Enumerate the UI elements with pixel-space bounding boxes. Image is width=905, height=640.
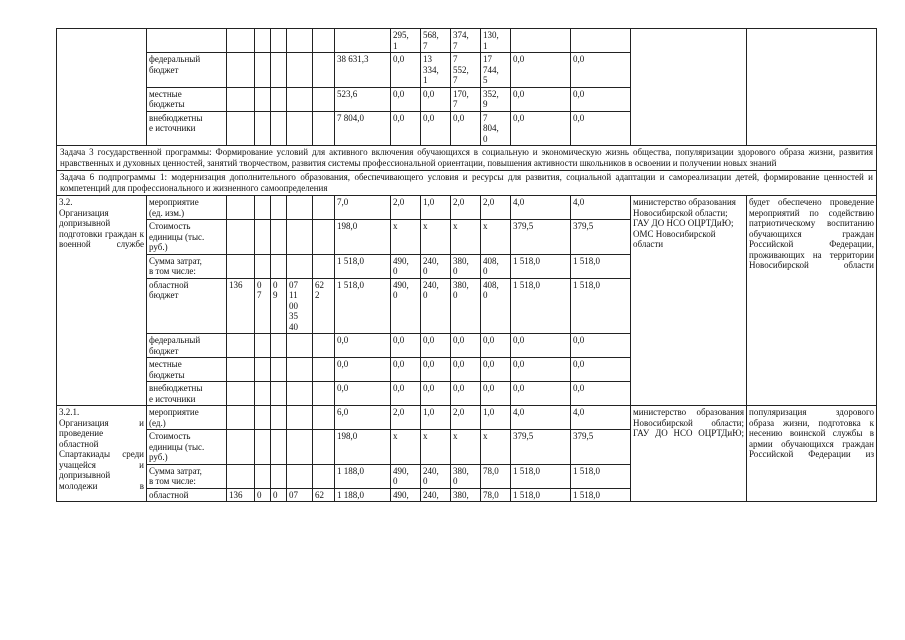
table-row: [57, 196, 877, 220]
table-cell: 523,6: [335, 87, 391, 111]
empty-cell: [287, 358, 313, 382]
empty-cell: [271, 254, 287, 278]
table-cell: x: [481, 430, 511, 465]
empty-cell: [747, 29, 877, 146]
table-cell: 379,5: [571, 220, 631, 255]
table-cell: местные бюджеты: [147, 87, 227, 111]
table-cell: 4,0: [511, 406, 571, 430]
table-cell: 62: [313, 488, 335, 502]
empty-cell: [287, 53, 313, 88]
table-cell: федеральный бюджет: [147, 53, 227, 88]
table-row: [57, 29, 877, 53]
table-cell: 7,0: [335, 196, 391, 220]
table-cell: x: [391, 430, 421, 465]
table-cell: 0,0: [571, 111, 631, 146]
task-6-text: Задача 6 подпрограммы 1: модернизация дополнительного образования, обеспечивающего условия и ресурсы для развития, социальной адаптации и самореализации детей, формирование ценностей и компетенций для профессионального и жизненного самоопределения: [57, 171, 877, 196]
table-cell: 0,0: [571, 87, 631, 111]
table-cell: 379,5: [511, 220, 571, 255]
table-cell: 1 518,0: [511, 278, 571, 334]
empty-cell: [287, 382, 313, 406]
table-cell: 0,0: [391, 382, 421, 406]
table-cell: 1 518,0: [571, 278, 631, 334]
table-cell: 240, 0: [421, 278, 451, 334]
table-cell: 0 9: [271, 278, 287, 334]
table-cell: мероприятие (ед.): [147, 406, 227, 430]
table-cell: федеральный бюджет: [147, 334, 227, 358]
empty-cell: [313, 358, 335, 382]
empty-cell: [227, 254, 255, 278]
table-cell: 0,0: [511, 111, 571, 146]
table-cell: мероприятие (ед. изм.): [147, 196, 227, 220]
table-cell: 07: [287, 488, 313, 502]
empty-cell: [313, 220, 335, 255]
empty-cell: [511, 29, 571, 53]
empty-cell: [255, 53, 271, 88]
empty-cell: [255, 196, 271, 220]
table-cell: 0,0: [421, 111, 451, 146]
table-cell: 1 518,0: [335, 278, 391, 334]
empty-cell: [227, 220, 255, 255]
empty-cell: [313, 53, 335, 88]
empty-cell: [255, 87, 271, 111]
item-3-2-1-name: 3.2.1. Организация и проведение областной Спартакиады среди учащейся и допризывной молодежи в: [57, 406, 147, 502]
table-cell: 1 518,0: [335, 254, 391, 278]
empty-cell: [287, 29, 313, 53]
table-cell: 490, 0: [391, 278, 421, 334]
empty-cell: [271, 53, 287, 88]
table-cell: Сумма затрат, в том числе:: [147, 464, 227, 488]
table-cell: 408, 0: [481, 278, 511, 334]
table-cell: 1 518,0: [511, 464, 571, 488]
table-cell: 352, 9: [481, 87, 511, 111]
table-cell: 17 744, 5: [481, 53, 511, 88]
table-cell: 198,0: [335, 430, 391, 465]
table-cell: 0,0: [391, 358, 421, 382]
table-cell: 0,0: [511, 53, 571, 88]
task-3-text: Задача 3 государственной программы: Формирование условий для активного включения обучающихся в социальную и экономическую жизнь общества, популяризации здорового образа жизни, развития нравственных и духовных ценностей, занятий творчеством, развития системы профессиональной ориентации, повышения активности школьников в освоении и получении новых знаний: [57, 146, 877, 171]
empty-cell: [227, 196, 255, 220]
table-cell: 78,0: [481, 488, 511, 502]
table-cell: внебюджетны е источники: [147, 382, 227, 406]
table-cell: 1 518,0: [571, 464, 631, 488]
table-cell: 136: [227, 488, 255, 502]
empty-cell: [271, 406, 287, 430]
table-cell: 380, 0: [451, 464, 481, 488]
program-table: [56, 28, 877, 502]
table-cell: 62 2: [313, 278, 335, 334]
table-cell: 0,0: [481, 334, 511, 358]
table-cell: Сумма затрат, в том числе:: [147, 254, 227, 278]
empty-cell: [571, 29, 631, 53]
table-cell: 0,0: [335, 382, 391, 406]
empty-cell: [227, 87, 255, 111]
table-cell: 0,0: [335, 358, 391, 382]
table-cell: 380,: [451, 488, 481, 502]
task-row: [57, 171, 877, 196]
empty-cell: [313, 430, 335, 465]
table-cell: 490,: [391, 488, 421, 502]
table-cell: областной бюджет: [147, 278, 227, 334]
table-cell: 0 7: [255, 278, 271, 334]
empty-cell: [255, 334, 271, 358]
table-cell: 0: [271, 488, 287, 502]
table-cell: областной: [147, 488, 227, 502]
table-cell: 1 518,0: [571, 254, 631, 278]
table-cell: Стоимость единицы (тыс. руб.): [147, 430, 227, 465]
empty-cell: [313, 464, 335, 488]
empty-cell: [255, 111, 271, 146]
document-page: [56, 28, 876, 502]
empty-cell: [313, 382, 335, 406]
table-cell: 78,0: [481, 464, 511, 488]
table-cell: 2,0: [451, 406, 481, 430]
table-cell: 379,5: [571, 430, 631, 465]
table-cell: 1 188,0: [335, 488, 391, 502]
table-cell: 490, 0: [391, 254, 421, 278]
table-cell: 240,: [421, 488, 451, 502]
table-cell: 1 188,0: [335, 464, 391, 488]
empty-cell: [255, 29, 271, 53]
empty-cell: [227, 334, 255, 358]
table-cell: 1,0: [421, 196, 451, 220]
table-cell: 2,0: [391, 196, 421, 220]
empty-cell: [255, 358, 271, 382]
empty-cell: [255, 382, 271, 406]
table-cell: Стоимость единицы (тыс. руб.): [147, 220, 227, 255]
empty-cell: [147, 29, 227, 53]
empty-cell: [271, 29, 287, 53]
table-cell: 380, 0: [451, 254, 481, 278]
empty-cell: [227, 53, 255, 88]
empty-cell: [287, 254, 313, 278]
table-cell: 0,0: [391, 87, 421, 111]
table-cell: внебюджетны е источники: [147, 111, 227, 146]
empty-cell: [271, 382, 287, 406]
table-cell: 0,0: [571, 334, 631, 358]
table-cell: 4,0: [571, 196, 631, 220]
empty-cell: [313, 87, 335, 111]
empty-cell: [227, 406, 255, 430]
table-cell: 38 631,3: [335, 53, 391, 88]
table-cell: 380, 0: [451, 278, 481, 334]
empty-cell: [227, 111, 255, 146]
empty-cell: [57, 29, 147, 146]
empty-cell: [227, 464, 255, 488]
table-cell: 13 334, 1: [421, 53, 451, 88]
empty-cell: [287, 334, 313, 358]
table-cell: 379,5: [511, 430, 571, 465]
empty-cell: [271, 464, 287, 488]
table-cell: 0,0: [571, 382, 631, 406]
table-cell: 2,0: [391, 406, 421, 430]
empty-cell: [227, 430, 255, 465]
table-cell: 1 518,0: [571, 488, 631, 502]
table-cell: 0,0: [511, 334, 571, 358]
table-cell: x: [451, 430, 481, 465]
table-cell: 0,0: [391, 111, 421, 146]
empty-cell: [287, 430, 313, 465]
table-cell: 0,0: [421, 382, 451, 406]
empty-cell: [631, 29, 747, 146]
table-cell: 2,0: [451, 196, 481, 220]
empty-cell: [313, 111, 335, 146]
item-3-2-1-result: популяризация здорового образа жизни, подготовка к несению воинской службы в армии обучающихся граждан Российской Федерации из: [747, 406, 877, 502]
empty-cell: [255, 254, 271, 278]
table-cell: 490, 0: [391, 464, 421, 488]
table-cell: 2,0: [481, 196, 511, 220]
table-cell: 07 11 00 35 40: [287, 278, 313, 334]
item-3-2-executor: министерство образования Новосибирской области; ГАУ ДО НСО ОЦРТДиЮ; ОМС Новосибирской области: [631, 196, 747, 406]
table-cell: 295, 1: [391, 29, 421, 53]
empty-cell: [335, 29, 391, 53]
table-cell: 0,0: [421, 87, 451, 111]
item-3-2-result: будет обеспечено проведение мероприятий по содействию патриотическому воспитанию обучающихся граждан Российской Федерации, проживающих на территории Новосибирской области: [747, 196, 877, 406]
empty-cell: [313, 29, 335, 53]
table-cell: x: [451, 220, 481, 255]
empty-cell: [313, 196, 335, 220]
empty-cell: [271, 430, 287, 465]
empty-cell: [271, 87, 287, 111]
empty-cell: [255, 464, 271, 488]
item-3-2-name: 3.2. Организация допризывной подготовки граждан к военной службе: [57, 196, 147, 406]
table-cell: 4,0: [571, 406, 631, 430]
empty-cell: [287, 406, 313, 430]
table-cell: 0,0: [481, 382, 511, 406]
empty-cell: [313, 406, 335, 430]
table-cell: 7 804,0: [335, 111, 391, 146]
item-3-2-1-executor: министерство образования Новосибирской области; ГАУ ДО НСО ОЦРТДиЮ;: [631, 406, 747, 502]
table-cell: x: [391, 220, 421, 255]
table-cell: 0,0: [571, 53, 631, 88]
empty-cell: [271, 220, 287, 255]
table-cell: 0,0: [511, 382, 571, 406]
empty-cell: [255, 220, 271, 255]
table-cell: 1,0: [421, 406, 451, 430]
empty-cell: [255, 430, 271, 465]
empty-cell: [271, 334, 287, 358]
empty-cell: [287, 464, 313, 488]
table-cell: 7 804, 0: [481, 111, 511, 146]
table-cell: 0,0: [391, 53, 421, 88]
table-cell: 374, 7: [451, 29, 481, 53]
empty-cell: [271, 111, 287, 146]
table-cell: 7 552, 7: [451, 53, 481, 88]
empty-cell: [287, 111, 313, 146]
table-cell: 408, 0: [481, 254, 511, 278]
table-cell: 136: [227, 278, 255, 334]
empty-cell: [287, 196, 313, 220]
table-cell: 1,0: [481, 406, 511, 430]
empty-cell: [255, 406, 271, 430]
table-cell: x: [421, 430, 451, 465]
table-cell: 6,0: [335, 406, 391, 430]
empty-cell: [313, 254, 335, 278]
table-cell: 0,0: [451, 358, 481, 382]
table-row: [57, 406, 877, 430]
table-cell: 4,0: [511, 196, 571, 220]
table-cell: x: [421, 220, 451, 255]
table-cell: 0,0: [335, 334, 391, 358]
table-cell: 1 518,0: [511, 488, 571, 502]
table-cell: x: [481, 220, 511, 255]
table-cell: 0,0: [481, 358, 511, 382]
empty-cell: [313, 334, 335, 358]
table-cell: 0,0: [421, 334, 451, 358]
table-cell: местные бюджеты: [147, 358, 227, 382]
empty-cell: [287, 87, 313, 111]
empty-cell: [271, 196, 287, 220]
table-cell: 568, 7: [421, 29, 451, 53]
empty-cell: [271, 358, 287, 382]
table-cell: 0: [255, 488, 271, 502]
table-cell: 0,0: [391, 334, 421, 358]
table-cell: 240, 0: [421, 464, 451, 488]
table-cell: 0,0: [451, 334, 481, 358]
empty-cell: [287, 220, 313, 255]
table-cell: 0,0: [571, 358, 631, 382]
table-cell: 0,0: [451, 111, 481, 146]
empty-cell: [227, 358, 255, 382]
table-cell: 198,0: [335, 220, 391, 255]
table-cell: 130, 1: [481, 29, 511, 53]
empty-cell: [227, 29, 255, 53]
table-cell: 0,0: [451, 382, 481, 406]
empty-cell: [227, 382, 255, 406]
table-cell: 0,0: [421, 358, 451, 382]
table-cell: 170, 7: [451, 87, 481, 111]
task-row: [57, 146, 877, 171]
table-cell: 240, 0: [421, 254, 451, 278]
table-cell: 0,0: [511, 87, 571, 111]
table-cell: 1 518,0: [511, 254, 571, 278]
table-cell: 0,0: [511, 358, 571, 382]
